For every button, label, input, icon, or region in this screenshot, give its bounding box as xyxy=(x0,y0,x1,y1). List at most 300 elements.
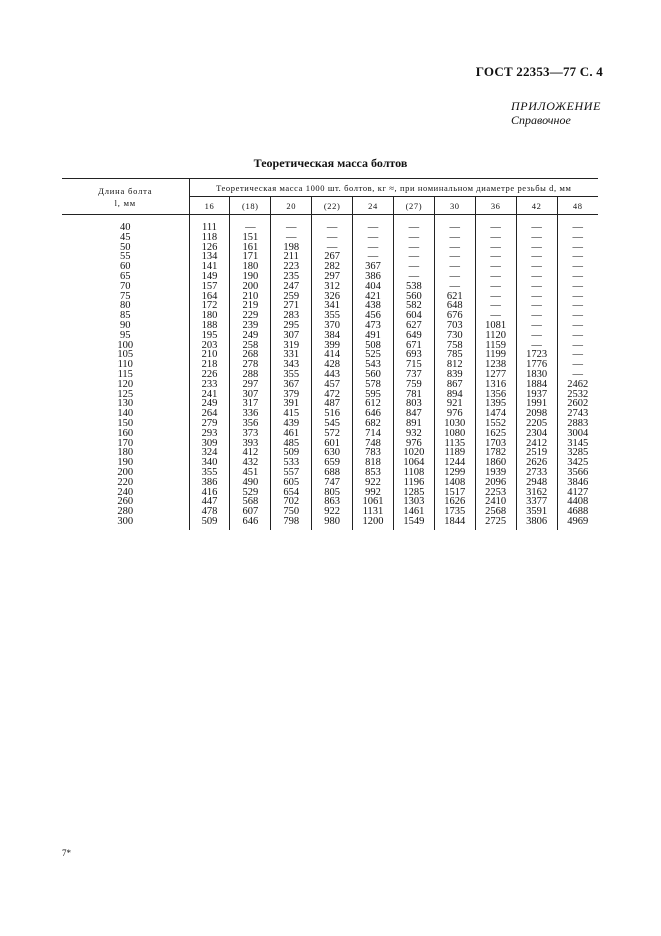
mass-cell: 340 xyxy=(189,458,230,468)
mass-cell: 922 xyxy=(312,507,353,517)
mass-cell: 198 xyxy=(271,243,312,253)
mass-cell: 693 xyxy=(393,350,434,360)
mass-cell: 803 xyxy=(393,399,434,409)
appendix-block xyxy=(511,99,601,127)
mass-cell: 568 xyxy=(230,497,271,507)
length-cell: 150 xyxy=(62,419,189,429)
mass-cell: 545 xyxy=(312,419,353,429)
mass-cell: 1199 xyxy=(475,350,516,360)
mass-cell: 922 xyxy=(353,478,394,488)
mass-cell: 447 xyxy=(189,497,230,507)
mass-cell: 1030 xyxy=(434,419,475,429)
mass-cell: — xyxy=(572,310,583,322)
mass-cell: 309 xyxy=(189,439,230,449)
mass-cell: 1860 xyxy=(475,458,516,468)
mass-cell: — xyxy=(516,233,557,243)
mass-cell: 582 xyxy=(393,301,434,311)
mass-cell: 2519 xyxy=(516,448,557,458)
mass-cell: — xyxy=(572,300,583,312)
mass-cell: 1408 xyxy=(434,478,475,488)
mass-cell: 863 xyxy=(312,497,353,507)
length-cell: 240 xyxy=(62,488,189,498)
length-cell: 160 xyxy=(62,429,189,439)
mass-cell: 415 xyxy=(271,409,312,419)
mass-cell: — xyxy=(572,251,583,263)
page-footnote-mark: 7* xyxy=(62,848,71,858)
mass-cell: 399 xyxy=(312,341,353,351)
mass-cell: — xyxy=(572,280,583,292)
mass-cell: 1703 xyxy=(475,439,516,449)
mass-cell: 607 xyxy=(230,507,271,517)
mass-cell: 976 xyxy=(393,439,434,449)
mass-cell: 2205 xyxy=(516,419,557,429)
diameter-header-cell: (22) xyxy=(312,197,353,215)
diameter-header-cell: 36 xyxy=(475,197,516,215)
mass-cell: 149 xyxy=(189,272,230,282)
mass-cell: 1135 xyxy=(434,439,475,449)
mass-cell: 223 xyxy=(271,262,312,272)
diameter-header-cell: (18) xyxy=(230,197,271,215)
mass-cell: 516 xyxy=(312,409,353,419)
mass-cell: 188 xyxy=(189,321,230,331)
mass-cell: 3377 xyxy=(516,497,557,507)
mass-cell: 457 xyxy=(312,380,353,390)
mass-cell: — xyxy=(434,262,475,272)
mass-cell: — xyxy=(516,262,557,272)
mass-cell: 3162 xyxy=(516,488,557,498)
mass-cell: 490 xyxy=(230,478,271,488)
mass-cell: 1776 xyxy=(516,360,557,370)
mass-cell: — xyxy=(393,262,434,272)
table-title: Теоретическая масса болтов xyxy=(253,156,408,170)
mass-cell: — xyxy=(516,292,557,302)
mass-cell: 682 xyxy=(353,419,394,429)
length-cell: 105 xyxy=(62,350,189,360)
mass-cell: 2304 xyxy=(516,429,557,439)
mass-cell: 1244 xyxy=(434,458,475,468)
mass-cell: — xyxy=(312,233,353,243)
mass-cell: — xyxy=(353,252,394,262)
mass-cell: 1159 xyxy=(475,341,516,351)
mass-cell: 172 xyxy=(189,301,230,311)
mass-cell: — xyxy=(475,282,516,292)
mass-cell: 737 xyxy=(393,370,434,380)
length-cell: 40 xyxy=(62,215,189,233)
mass-cell: 111 xyxy=(189,215,230,233)
mass-cell: 509 xyxy=(271,448,312,458)
mass-cell: 891 xyxy=(393,419,434,429)
mass-cell: 239 xyxy=(230,321,271,331)
mass-cell: 646 xyxy=(230,517,271,530)
mass-cell: 391 xyxy=(271,399,312,409)
mass-cell: 293 xyxy=(189,429,230,439)
mass-cell: 404 xyxy=(353,282,394,292)
mass-cell: 2462 xyxy=(567,378,589,390)
mass-cell: 847 xyxy=(393,409,434,419)
mass-cell: 1120 xyxy=(475,331,516,341)
mass-cell: 1020 xyxy=(393,448,434,458)
mass-cell: 171 xyxy=(230,252,271,262)
mass-cell: 1461 xyxy=(393,507,434,517)
mass-cell: 621 xyxy=(434,292,475,302)
length-cell: 100 xyxy=(62,341,189,351)
mass-cell: 702 xyxy=(271,497,312,507)
length-cell: 125 xyxy=(62,390,189,400)
mass-cell: — xyxy=(516,272,557,282)
mass-cell: 297 xyxy=(312,272,353,282)
mass-span-header: Теоретическая масса 1000 шт. болтов, кг ≈, при номинальном диаметре резьбы d, мм xyxy=(189,179,598,197)
mass-cell: 412 xyxy=(230,448,271,458)
mass-cell: 491 xyxy=(353,331,394,341)
mass-cell: 646 xyxy=(353,409,394,419)
mass-cell: 747 xyxy=(312,478,353,488)
mass-cell: — xyxy=(353,243,394,253)
mass-cell: 421 xyxy=(353,292,394,302)
mass-cell: 612 xyxy=(353,399,394,409)
mass-cell: 1884 xyxy=(516,380,557,390)
mass-cell: 853 xyxy=(353,468,394,478)
mass-cell: 180 xyxy=(230,262,271,272)
mass-cell: 157 xyxy=(189,282,230,292)
mass-cell: 630 xyxy=(312,448,353,458)
length-cell: 180 xyxy=(62,448,189,458)
mass-cell: 604 xyxy=(393,311,434,321)
mass-cell: — xyxy=(572,319,583,331)
length-cell: 95 xyxy=(62,331,189,341)
mass-cell: 331 xyxy=(271,350,312,360)
mass-cell: — xyxy=(312,215,353,233)
mass-cell: 393 xyxy=(230,439,271,449)
mass-cell: — xyxy=(516,301,557,311)
mass-cell: 461 xyxy=(271,429,312,439)
mass-cell: — xyxy=(434,252,475,262)
mass-cell: 894 xyxy=(434,390,475,400)
mass-cell: 278 xyxy=(230,360,271,370)
mass-cell: 2096 xyxy=(475,478,516,488)
mass-cell: 1081 xyxy=(475,321,516,331)
mass-cell: 601 xyxy=(312,439,353,449)
mass-cell: 798 xyxy=(271,517,312,530)
mass-cell: 4969 xyxy=(567,515,589,527)
length-cell: 110 xyxy=(62,360,189,370)
mass-cell: 3806 xyxy=(516,517,557,530)
mass-cell: — xyxy=(393,272,434,282)
mass-cell: 715 xyxy=(393,360,434,370)
mass-cell: — xyxy=(516,321,557,331)
mass-cell: 379 xyxy=(271,390,312,400)
table-row xyxy=(62,517,598,530)
mass-cell: 370 xyxy=(312,321,353,331)
mass-cell: 1549 xyxy=(393,517,434,530)
mass-cell: 538 xyxy=(393,282,434,292)
mass-cell: 229 xyxy=(230,311,271,321)
mass-cell: 714 xyxy=(353,429,394,439)
mass-cell: 317 xyxy=(230,399,271,409)
mass-cell: 4688 xyxy=(567,506,589,518)
mass-cell: 508 xyxy=(353,341,394,351)
mass-cell: — xyxy=(572,290,583,302)
mass-cell: 180 xyxy=(189,311,230,321)
mass-cell: — xyxy=(516,282,557,292)
mass-cell: 472 xyxy=(312,390,353,400)
mass-cell: — xyxy=(434,233,475,243)
mass-cell: 805 xyxy=(312,488,353,498)
mass-cell: 509 xyxy=(189,517,230,530)
length-header-line2: l, мм xyxy=(114,197,136,208)
mass-cell: 1356 xyxy=(475,390,516,400)
mass-cell: 203 xyxy=(189,341,230,351)
mass-cell: 2883 xyxy=(567,417,589,429)
document-code: ГОСТ 22353—77 С. 4 xyxy=(475,64,603,79)
mass-cell: 247 xyxy=(271,282,312,292)
mass-cell: 282 xyxy=(312,262,353,272)
mass-cell: 3425 xyxy=(567,457,589,469)
mass-cell: 478 xyxy=(189,507,230,517)
mass-cell: 367 xyxy=(271,380,312,390)
length-column-header xyxy=(62,179,189,215)
mass-cell: 748 xyxy=(353,439,394,449)
mass-cell: — xyxy=(271,215,312,233)
length-cell: 120 xyxy=(62,380,189,390)
mass-cell: — xyxy=(434,282,475,292)
length-cell: 75 xyxy=(62,292,189,302)
mass-cell: — xyxy=(271,233,312,243)
mass-cell: 343 xyxy=(271,360,312,370)
mass-cell: 1238 xyxy=(475,360,516,370)
mass-cell: 649 xyxy=(393,331,434,341)
diameter-header-cell: 16 xyxy=(189,197,230,215)
mass-cell: 2568 xyxy=(475,507,516,517)
mass-cell: 373 xyxy=(230,429,271,439)
mass-cell: 2948 xyxy=(516,478,557,488)
mass-cell: 671 xyxy=(393,341,434,351)
length-cell: 45 xyxy=(62,233,189,243)
table-row xyxy=(62,215,598,233)
mass-cell: 473 xyxy=(353,321,394,331)
mass-cell: 1991 xyxy=(516,399,557,409)
mass-cell: 1131 xyxy=(353,507,394,517)
mass-cell: 319 xyxy=(271,341,312,351)
length-cell: 70 xyxy=(62,282,189,292)
mass-cell: 3004 xyxy=(567,427,589,439)
mass-cell: 235 xyxy=(271,272,312,282)
mass-cell: 688 xyxy=(312,468,353,478)
diameter-header-cell: (27) xyxy=(393,197,434,215)
mass-cell: 219 xyxy=(230,301,271,311)
mass-cell: 3846 xyxy=(567,476,589,488)
mass-cell: — xyxy=(516,243,557,253)
mass-cell: — xyxy=(475,262,516,272)
table-body xyxy=(62,215,598,530)
mass-cell: 1474 xyxy=(475,409,516,419)
mass-cell: 341 xyxy=(312,301,353,311)
mass-cell: 2410 xyxy=(475,497,516,507)
length-cell: 85 xyxy=(62,311,189,321)
mass-cell: 268 xyxy=(230,350,271,360)
length-cell: 190 xyxy=(62,458,189,468)
mass-cell: 1782 xyxy=(475,448,516,458)
mass-cell: 759 xyxy=(393,380,434,390)
mass-cell: 1080 xyxy=(434,429,475,439)
mass-cell: 2098 xyxy=(516,409,557,419)
mass-cell: 976 xyxy=(434,409,475,419)
mass-cell: 456 xyxy=(353,311,394,321)
mass-cell: — xyxy=(393,243,434,253)
mass-cell: 1937 xyxy=(516,390,557,400)
mass-cell: — xyxy=(475,252,516,262)
appendix-subtitle: Справочное xyxy=(511,113,571,127)
mass-cell: 560 xyxy=(393,292,434,302)
diameter-header-cell: 30 xyxy=(434,197,475,215)
mass-cell: 1303 xyxy=(393,497,434,507)
mass-cell: 2743 xyxy=(567,408,589,420)
mass-cell: 118 xyxy=(189,233,230,243)
mass-cell: 249 xyxy=(189,399,230,409)
appendix-title: ПРИЛОЖЕНИЕ xyxy=(511,99,601,113)
mass-cell: 2602 xyxy=(567,398,589,410)
mass-cell: — xyxy=(353,233,394,243)
mass-cell: — xyxy=(434,243,475,253)
mass-cell: — xyxy=(516,331,557,341)
mass-cell: 572 xyxy=(312,429,353,439)
mass-cell: 355 xyxy=(312,311,353,321)
mass-cell: — xyxy=(475,292,516,302)
mass-cell: 283 xyxy=(271,311,312,321)
mass-cell: 438 xyxy=(353,301,394,311)
mass-cell: 241 xyxy=(189,390,230,400)
mass-cell: 730 xyxy=(434,331,475,341)
mass-cell: 1517 xyxy=(434,488,475,498)
mass-cell: — xyxy=(475,301,516,311)
mass-cell: 271 xyxy=(271,301,312,311)
diameter-header-cell: 20 xyxy=(271,197,312,215)
length-cell: 55 xyxy=(62,252,189,262)
mass-cell: 451 xyxy=(230,468,271,478)
mass-cell: 4408 xyxy=(567,496,589,508)
mass-cell: 2626 xyxy=(516,458,557,468)
mass-cell: 2532 xyxy=(567,388,589,400)
mass-cell: — xyxy=(516,252,557,262)
mass-cell: 233 xyxy=(189,380,230,390)
length-cell: 60 xyxy=(62,262,189,272)
mass-cell: 1844 xyxy=(434,517,475,530)
mass-cell: 648 xyxy=(434,301,475,311)
mass-cell: 386 xyxy=(189,478,230,488)
mass-cell: 432 xyxy=(230,458,271,468)
mass-cell: — xyxy=(572,368,583,380)
mass-cell: 356 xyxy=(230,419,271,429)
mass-cell: — xyxy=(572,241,583,253)
mass-cell: 416 xyxy=(189,488,230,498)
mass-cell: 210 xyxy=(230,292,271,302)
mass-cell: — xyxy=(572,222,583,233)
mass-cell: 2733 xyxy=(516,468,557,478)
mass-cell: — xyxy=(516,215,557,233)
mass-cell: 533 xyxy=(271,458,312,468)
mass-cell: 2253 xyxy=(475,488,516,498)
mass-cell: 2725 xyxy=(475,517,516,530)
mass-cell: 195 xyxy=(189,331,230,341)
length-cell: 140 xyxy=(62,409,189,419)
mass-cell: 818 xyxy=(353,458,394,468)
mass-cell: 1830 xyxy=(516,370,557,380)
mass-cell: — xyxy=(475,233,516,243)
mass-cell: 141 xyxy=(189,262,230,272)
mass-cell: 1625 xyxy=(475,429,516,439)
mass-cell: 1552 xyxy=(475,419,516,429)
mass-cell: — xyxy=(475,243,516,253)
mass-cell: 1735 xyxy=(434,507,475,517)
mass-cell: 297 xyxy=(230,380,271,390)
mass-cell: 1064 xyxy=(393,458,434,468)
mass-cell: — xyxy=(393,215,434,233)
mass-cell: 3285 xyxy=(567,447,589,459)
length-cell: 80 xyxy=(62,301,189,311)
mass-cell: 367 xyxy=(353,262,394,272)
mass-cell: 126 xyxy=(189,243,230,253)
mass-cell: 218 xyxy=(189,360,230,370)
mass-cell: 627 xyxy=(393,321,434,331)
mass-cell: 259 xyxy=(271,292,312,302)
mass-cell: 487 xyxy=(312,399,353,409)
mass-cell: 557 xyxy=(271,468,312,478)
mass-cell: 324 xyxy=(189,448,230,458)
mass-cell: 4127 xyxy=(567,486,589,498)
mass-cell: 529 xyxy=(230,488,271,498)
mass-cell: — xyxy=(516,311,557,321)
diameter-header-cell: 42 xyxy=(516,197,557,215)
mass-cell: — xyxy=(475,272,516,282)
mass-cell: 161 xyxy=(230,243,271,253)
length-cell: 260 xyxy=(62,497,189,507)
mass-cell: — xyxy=(312,243,353,253)
mass-cell: 867 xyxy=(434,380,475,390)
mass-cell: 980 xyxy=(312,517,353,530)
mass-cell: — xyxy=(475,311,516,321)
mass-cell: 307 xyxy=(271,331,312,341)
length-cell: 280 xyxy=(62,507,189,517)
mass-cell: 659 xyxy=(312,458,353,468)
mass-cell: 758 xyxy=(434,341,475,351)
diameter-header-cell: 24 xyxy=(353,197,394,215)
mass-cell: 3145 xyxy=(567,437,589,449)
mass-cell: — xyxy=(572,231,583,243)
mass-cell: 164 xyxy=(189,292,230,302)
mass-cell: 3566 xyxy=(567,466,589,478)
mass-cell: 1108 xyxy=(393,468,434,478)
mass-cell: 428 xyxy=(312,360,353,370)
bolt-mass-table xyxy=(62,178,598,530)
mass-cell: 151 xyxy=(230,233,271,243)
mass-cell: 1316 xyxy=(475,380,516,390)
length-cell: 50 xyxy=(62,243,189,253)
mass-cell: 812 xyxy=(434,360,475,370)
mass-cell: — xyxy=(475,215,516,233)
length-cell: 130 xyxy=(62,399,189,409)
mass-cell: 279 xyxy=(189,419,230,429)
length-cell: 115 xyxy=(62,370,189,380)
length-cell: 200 xyxy=(62,468,189,478)
mass-cell: 785 xyxy=(434,350,475,360)
mass-cell: 932 xyxy=(393,429,434,439)
mass-cell: 578 xyxy=(353,380,394,390)
mass-cell: — xyxy=(434,272,475,282)
length-cell: 170 xyxy=(62,439,189,449)
mass-cell: 2412 xyxy=(516,439,557,449)
mass-cell: 200 xyxy=(230,282,271,292)
mass-cell: 384 xyxy=(312,331,353,341)
mass-cell: 295 xyxy=(271,321,312,331)
